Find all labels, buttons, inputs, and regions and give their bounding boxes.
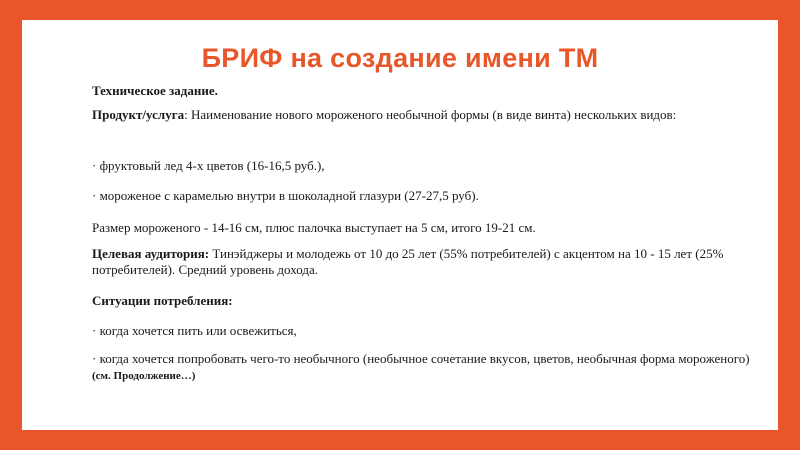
variant-item-1: · фруктовый лед 4-х цветов (16-16,5 руб.), [92,158,325,173]
audience-label: Целевая аудитория: [92,246,210,261]
product-paragraph [92,107,732,123]
variant-item-2: · мороженое с карамелью внутри в шоколадной глазури (27-27,5 руб). [92,188,479,203]
situations-heading: Ситуации потребления: [92,293,233,308]
continuation-link: (см. Продолжение…) [92,370,196,382]
situation-item-2-text: · когда хочется попробовать чего-то необычного (необычное сочетание вкусов, цветов, необычная форма мороженого) [92,351,750,366]
product-text: : Наименование нового мороженого необычной формы (в виде винта) нескольких видов: [184,107,677,122]
size-paragraph: Размер мороженого - 14-16 см, плюс палочка выступает на 5 см, итого 19-21 см. [92,220,536,235]
task-heading: Техническое задание. [92,83,218,98]
slide-title: БРИФ на создание имени ТМ [201,43,599,73]
situation-item-1: · когда хочется пить или освежиться, [92,323,297,338]
content-panel [22,20,778,430]
audience-text: Тинэйджеры и молодежь от 10 до 25 лет (55% потребителей) с акцентом на 10 - 15 лет (25% потребителей). Средний уровень дохода. [92,246,724,277]
situation-item-2 [92,351,752,384]
audience-paragraph [92,246,767,278]
product-label: Продукт/услуга [92,107,185,122]
